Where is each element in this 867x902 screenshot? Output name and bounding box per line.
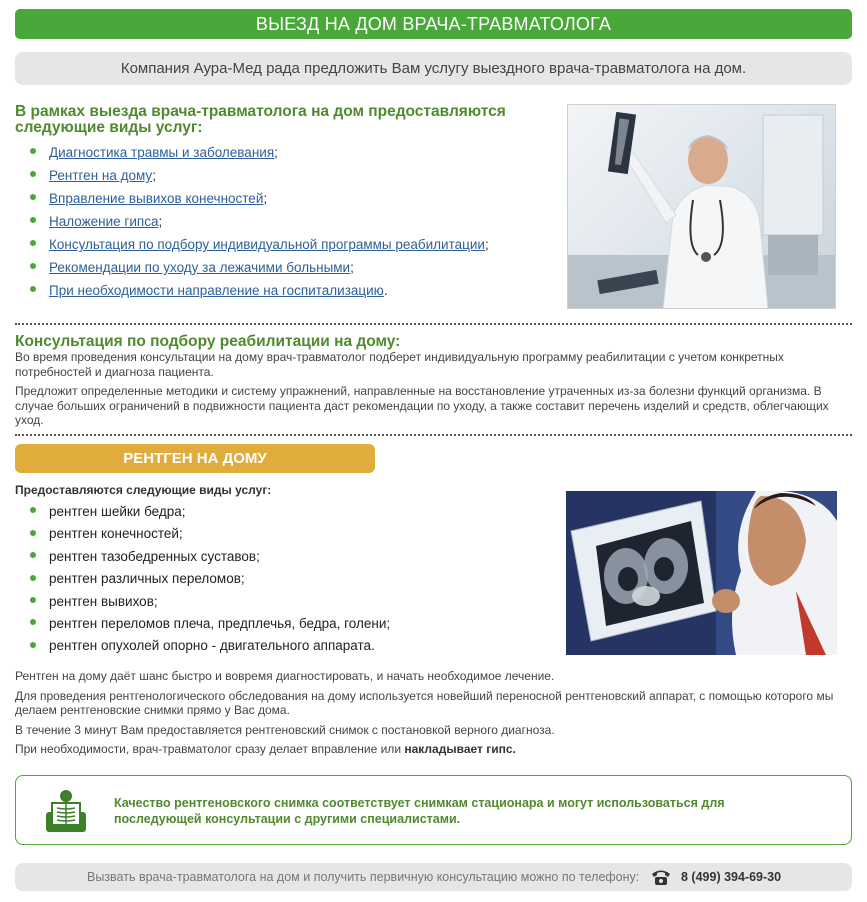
bullet-icon bbox=[30, 597, 36, 603]
consultation-paragraph: Предложит определенные методики и систему упражнений, направленные на восстановление утраченных из-за болезни функций организма. В случае больших ограничений в подвижности пациента даст рекомендации по уходу, а также составит перечень изделий и средств, облегчающих уход. bbox=[15, 384, 829, 427]
xray-banner: РЕНТГЕН НА ДОМУ bbox=[15, 444, 375, 473]
phone-icon bbox=[651, 868, 671, 886]
xray-paragraph: В течение 3 минут Вам предоставляется рентгеновский снимок с постановкой верного диагноза. bbox=[15, 722, 555, 737]
bullet-icon bbox=[30, 194, 36, 200]
bullet-icon bbox=[30, 286, 36, 292]
consultation-paragraph: Во время проведения консультации на дому врач-травматолог подберет индивидуальную программу реабилитации с учетом конкретных потребностей и диагноза пациента. bbox=[15, 350, 784, 379]
bullet-icon bbox=[30, 552, 36, 558]
xray-paragraph: Рентген на дому даёт шанс быстро и вовремя диагностировать, и начать необходимое лечение. bbox=[15, 669, 555, 683]
list-item: рентген переломов плеча, предплечья, бедра, голени; bbox=[30, 613, 390, 635]
list-item: рентген опухолей опорно - двигательного аппарата. bbox=[30, 635, 390, 657]
xray-chest-icon bbox=[44, 788, 88, 834]
consultation-text bbox=[15, 350, 855, 433]
list-item: Рекомендации по уходу за лежачими больными; bbox=[30, 256, 489, 279]
call-box bbox=[15, 863, 852, 891]
section-divider bbox=[15, 434, 852, 436]
bullet-icon bbox=[30, 171, 36, 177]
list-item: При необходимости направление на госпитализацию. bbox=[30, 279, 489, 302]
list-item: рентген конечностей; bbox=[30, 523, 390, 545]
doctor-xray-photo bbox=[567, 104, 836, 309]
list-item: Консультация по подбору индивидуальной программы реабилитации; bbox=[30, 233, 489, 256]
bullet-icon bbox=[30, 642, 36, 648]
bullet-icon bbox=[30, 240, 36, 246]
list-item: Рентген на дому; bbox=[30, 164, 489, 187]
bullet-icon bbox=[30, 217, 36, 223]
list-item: рентген тазобедренных суставов; bbox=[30, 546, 390, 568]
list-item: рентген вывихов; bbox=[30, 591, 390, 613]
bullet-icon bbox=[30, 263, 36, 269]
list-item: Диагностика травмы и заболевания; bbox=[30, 141, 489, 164]
xray-paragraph: При необходимости, врач-травматолог сразу делает вправление или накладывает гипс. bbox=[15, 742, 516, 756]
services-title: В рамках выезда врача-травматолога на дом предоставляются следующие виды услуг: bbox=[15, 103, 506, 136]
section-divider bbox=[15, 323, 852, 325]
xray-review-photo bbox=[566, 491, 837, 655]
service-link-hospitalization[interactable]: При необходимости направление на госпитализацию bbox=[49, 283, 384, 298]
page-title-banner: ВЫЕЗД НА ДОМ ВРАЧА-ТРАВМАТОЛОГА bbox=[15, 9, 852, 39]
service-link-bedridden-care[interactable]: Рекомендации по уходу за лежачими больными bbox=[49, 260, 351, 275]
xray-text bbox=[15, 669, 860, 762]
service-link-diagnostics[interactable]: Диагностика травмы и заболевания bbox=[49, 145, 275, 160]
bullet-icon bbox=[30, 507, 36, 513]
bullet-icon bbox=[30, 148, 36, 154]
list-item: рентген различных переломов; bbox=[30, 568, 390, 590]
xray-list bbox=[30, 501, 390, 658]
quality-note-text: Качество рентгеновского снимка соответствует снимкам стационара и могут использоваться для последующей консультации с другими специалистами. bbox=[114, 796, 725, 826]
service-link-rehab-consultation[interactable]: Консультация по подбору индивидуальной программы реабилитации bbox=[49, 237, 485, 252]
bullet-icon bbox=[30, 575, 36, 581]
service-link-xray[interactable]: Рентген на дому bbox=[49, 168, 153, 183]
consultation-title: Консультация по подбору реабилитации на дому: bbox=[15, 333, 401, 350]
intro-box: Компания Аура-Мед рада предложить Вам услугу выездного врача-травматолога на дом. bbox=[15, 52, 852, 85]
service-link-dislocations[interactable]: Вправление вывихов конечностей bbox=[49, 191, 264, 206]
phone-number-link[interactable]: 8 (499) 394-69-30 bbox=[681, 870, 782, 884]
xray-paragraph: Для проведения рентгенологического обследования на дому используется новейший переносной рентгеновский аппарат, с помощью которого мы делаем рентгеновские снимки прямо у Вас дома. bbox=[15, 688, 834, 717]
xray-subtitle: Предоставляются следующие виды услуг: bbox=[15, 483, 272, 497]
service-link-cast[interactable]: Наложение гипса bbox=[49, 214, 159, 229]
call-text: Вызвать врача-травматолога на дом и получить первичную консультацию можно по телефону: bbox=[87, 870, 640, 884]
bullet-icon bbox=[30, 619, 36, 625]
quality-note-box bbox=[15, 775, 852, 845]
list-item: Вправление вывихов конечностей; bbox=[30, 187, 489, 210]
bullet-icon bbox=[30, 530, 36, 536]
list-item: Наложение гипса; bbox=[30, 210, 489, 233]
list-item: рентген шейки бедра; bbox=[30, 501, 390, 523]
services-list bbox=[30, 141, 489, 302]
